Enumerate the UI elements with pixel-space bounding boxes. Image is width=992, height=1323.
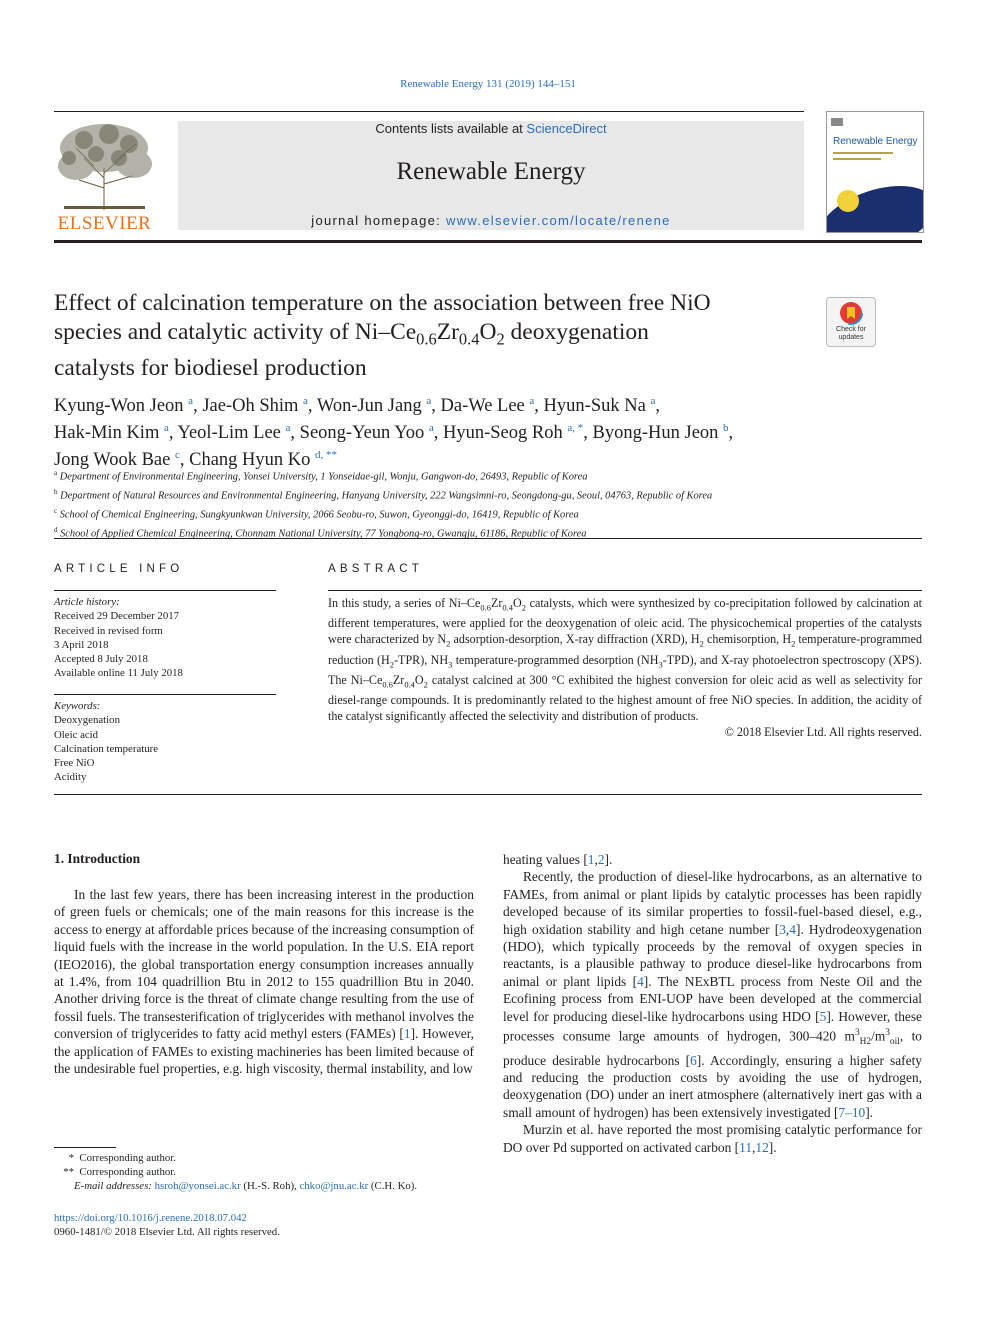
check-for-updates-button[interactable]	[826, 297, 876, 347]
email-link[interactable]: chko@jnu.ac.kr	[299, 1180, 369, 1193]
section-heading-introduction: 1. Introduction	[54, 851, 141, 866]
cover-title: Renewable Energy	[833, 136, 918, 147]
author-list: Kyung-Won Jeon $^a$, Jae-Oh Shim $^a$, Won-Jun Jang $^a$, Da-We Lee $^a$, Hyun-Suk Na $^a$, Hak-Min Kim $^a$, Yeol-Lim Lee $^a$, Seong-Yeun Yoo $^a$, Hyun-Seog Roh $^{a, *}$, Byong-Hun Jeon $^b$, Jong Wook Bae $^c$, Chang Hyun Ko $^{d, **}$	[54, 395, 734, 471]
author[interactable]: Jong Wook Bae	[54, 450, 171, 471]
affiliation-rule	[54, 538, 922, 539]
author[interactable]: Hyun-Suk Na	[543, 396, 646, 417]
author[interactable]: Byong-Hun Jeon	[592, 423, 719, 444]
author[interactable]: Chang Hyun Ko	[189, 450, 311, 471]
author[interactable]: Hyun-Seog Roh	[443, 423, 563, 444]
sciencedirect-link[interactable]: ScienceDirect	[526, 121, 607, 136]
keyword: Calcination temperature	[54, 742, 159, 755]
citation-link[interactable]: 6	[690, 1052, 697, 1068]
publisher-wordmark: ELSEVIER	[57, 213, 152, 234]
doi-link[interactable]: https://doi.org/10.1016/j.renene.2018.07.042	[54, 1212, 247, 1224]
check-for-updates-label: Check for updates	[836, 326, 866, 341]
citation-link[interactable]: 5	[819, 1008, 827, 1024]
affiliation: $^b$ Department of Natural Resources and Environmental Engineering, Hanyang University, 222 Wangsimni-ro, Seongdong-gu, Seoul, 04763, Republic of Korea	[54, 488, 713, 502]
article-title: Effect of calcination temperature on the association between free NiO species and catalytic activity of $Ni-Ce_{0.6}Zr_{0.4}O_2$ deoxygenation catalysts for biodiesel production	[54, 290, 711, 381]
author[interactable]: Kyung-Won Jeon	[54, 396, 184, 417]
keywords: Keywords: Deoxygenation Oleic acid Calcination temperature Free NiO Acidity	[54, 699, 276, 785]
paragraph: heating values [1,2].	[503, 852, 613, 867]
author[interactable]: Hak-Min Kim	[54, 423, 160, 444]
abstract-heading: ABSTRACT	[328, 563, 423, 575]
keyword: Deoxygenation	[54, 714, 120, 727]
abstract-rule	[328, 590, 922, 591]
author[interactable]: Jae-Oh Shim	[202, 396, 299, 417]
keyword: Oleic acid	[54, 728, 99, 741]
affiliation: $^d$ School of Applied Chemical Engineering, Chonnam National University, 77 Yongbong-ro, Gwangju, 61186, Republic of Korea	[54, 526, 587, 540]
paragraph: Murzin et al. have reported the most promising catalytic performance for DO over Pd supported on activated carbon [11,12].	[503, 1122, 922, 1155]
article-history: Article history: Received 29 December 2017 Received in revised form 3 April 2018 Accepted 8 July 2018 Available online 11 July 2018	[54, 596, 183, 680]
homepage-link[interactable]: www.elsevier.com/locate/renene	[446, 213, 671, 228]
header-bottom-rule	[54, 240, 922, 243]
keyword: Acidity	[54, 771, 87, 784]
citation-link[interactable]: 2	[597, 852, 605, 867]
email-link[interactable]: hsroh@yonsei.ac.kr	[154, 1180, 241, 1193]
issn-line: 0960-1481/© 2018 Elsevier Ltd. All rights reserved.	[54, 1226, 280, 1239]
citation-link[interactable]: 4	[789, 921, 796, 937]
keywords-rule	[54, 694, 276, 695]
citation-link[interactable]: 12	[755, 1139, 769, 1155]
elsevier-tree-logo	[54, 118, 155, 214]
journal-name: Renewable Energy	[396, 158, 586, 185]
citation-link[interactable]: 11	[739, 1139, 753, 1155]
bookmark-icon	[839, 301, 863, 325]
keyword: Free NiO	[54, 757, 95, 770]
body-column-right	[503, 851, 922, 1156]
article-info-heading: ARTICLE INFO	[54, 563, 184, 575]
article-info-rule	[54, 590, 276, 591]
body-column-left	[54, 886, 474, 1077]
front-matter-bottom-rule	[54, 794, 922, 795]
paragraph: In the last few years, there has been increasing interest in the production of green fuels or chemicals; one of the main reasons for this increase is the access to energy at affordable prices because of the increasing consumption of liquid fuels with the increase in the world population. In the U.S. EIA report (IEO2016), the global transportation energy consumption increases annually at 1.4%, from 104 quadrillion Btu in 2012 to 155 quadrillion Btu in 2040. Another driving force is the threat of climate change resulting from the use of fossil fuels. The transesterification of triglycerides with methanol involves the conversion of triglycerides to fatty acid methyl esters (FAMEs) [1]. However, the application of FAMEs to existing machineries has been limited because of the undesirable fuel properties, e.g. high viscosity, thermal instability, and low	[54, 887, 474, 1077]
affiliations	[54, 466, 914, 542]
paragraph: Recently, the production of diesel-like hydrocarbons, as an alternative to FAMEs, from animal or plant lipids by catalytic processes has been rapidly developed because of its similar properties to fossil-fuel-based diesel, e.g., high oxidation stability and high cetane number [3,4]. Hydrodeoxygenation (HDO), which typically proceeds by the removal of oxygen species in reactants, is a plausible pathway to produce diesel-like hydrocarbons from animal or plant lipids [4]. The NExBTL process from Neste Oil and the Ecofining process from ENI-UOP have been developed at the commercial level for producing diesel-like hydrocarbons using HDO [5]. However, these processes consume large amounts of hydrogen, 300–420 $m^3_{H2}/m^3_{oil}$, to produce desirable hydrocarbons [6]. Accordingly, ensuring a higher safety and reducing the production costs by avoiding the use of hydrogen, deoxygenation (DO) under an inert atmosphere (alternatively inert gas with a small amount of hydrogen) has been extensively investigated [7–10].	[503, 869, 922, 1120]
citation-link[interactable]: 3	[779, 921, 786, 937]
author[interactable]: Won-Jun Jang	[316, 396, 422, 417]
author[interactable]: Yeol-Lim Lee	[177, 423, 281, 444]
footnotes: * Corresponding author. ** Corresponding author. E-mail addresses: hsroh@yonsei.ac.kr (H.-S. Roh), chko@jnu.ac.kr (C.H. Ko).	[63, 1152, 418, 1193]
homepage-line: journal homepage: www.elsevier.com/locate/renene	[311, 213, 671, 228]
affiliation: $^a$ Department of Environmental Engineering, Yonsei University, 1 Yonseidae-gil, Wonju, Gangwon-do, 26493, Republic of Korea	[54, 469, 588, 483]
header-top-rule	[54, 111, 804, 112]
footnote-rule	[54, 1147, 116, 1148]
citation-link[interactable]: 1	[587, 852, 595, 867]
abstract-text: In this study, a series of $Ni-Ce_{0.6}Zr_{0.4}O_2$ catalysts, which were synthesized by co-precipitation followed by calcination at different temperatures, were applied for the deoxygenation of oleic acid. The physicochemical properties of the catalysts were characterized by $N_2$ adsorption-desorption, X-ray diffraction (XRD), $H_2$ chemisorption, $H_2$ temperature-programmed reduction $(H_2-TPR)$, $NH_3$ temperature-programmed desorption $(NH_3-TPD)$, and X-ray photoelectron spectroscopy (XPS). The $Ni-Ce_{0.6}Zr_{0.4}O_2$ catalyst calcined at 300 °C exhibited the highest conversion for oleic acid as well as selectivity for diesel-range compounds. It is predominantly related to the highest amount of free NiO species. In addition, the acidity of the catalyst significantly affected the selectivity and distribution of products. © 2018 Elsevier Ltd. All rights reserved.	[328, 596, 922, 739]
citation-link[interactable]: 4	[637, 973, 644, 989]
author[interactable]: Seong-Yeun Yoo	[299, 423, 425, 444]
citation-link[interactable]: 7–10	[838, 1104, 866, 1120]
doi-block	[54, 1211, 474, 1239]
contents-line: Contents lists available at ScienceDirect	[375, 121, 607, 136]
citation-link[interactable]: 1	[403, 1026, 411, 1042]
copyright: © 2018 Elsevier Ltd. All rights reserved.	[724, 724, 922, 739]
author[interactable]: Da-We Lee	[440, 396, 525, 417]
running-head[interactable]: Renewable Energy 131 (2019) 144–151	[400, 78, 576, 90]
journal-cover-thumbnail[interactable]	[826, 111, 924, 233]
affiliation: $^c$ School of Chemical Engineering, Sungkyunkwan University, 2066 Seobu-ro, Suwon, Gyeonggi-do, 16419, Republic of Korea	[54, 507, 579, 521]
